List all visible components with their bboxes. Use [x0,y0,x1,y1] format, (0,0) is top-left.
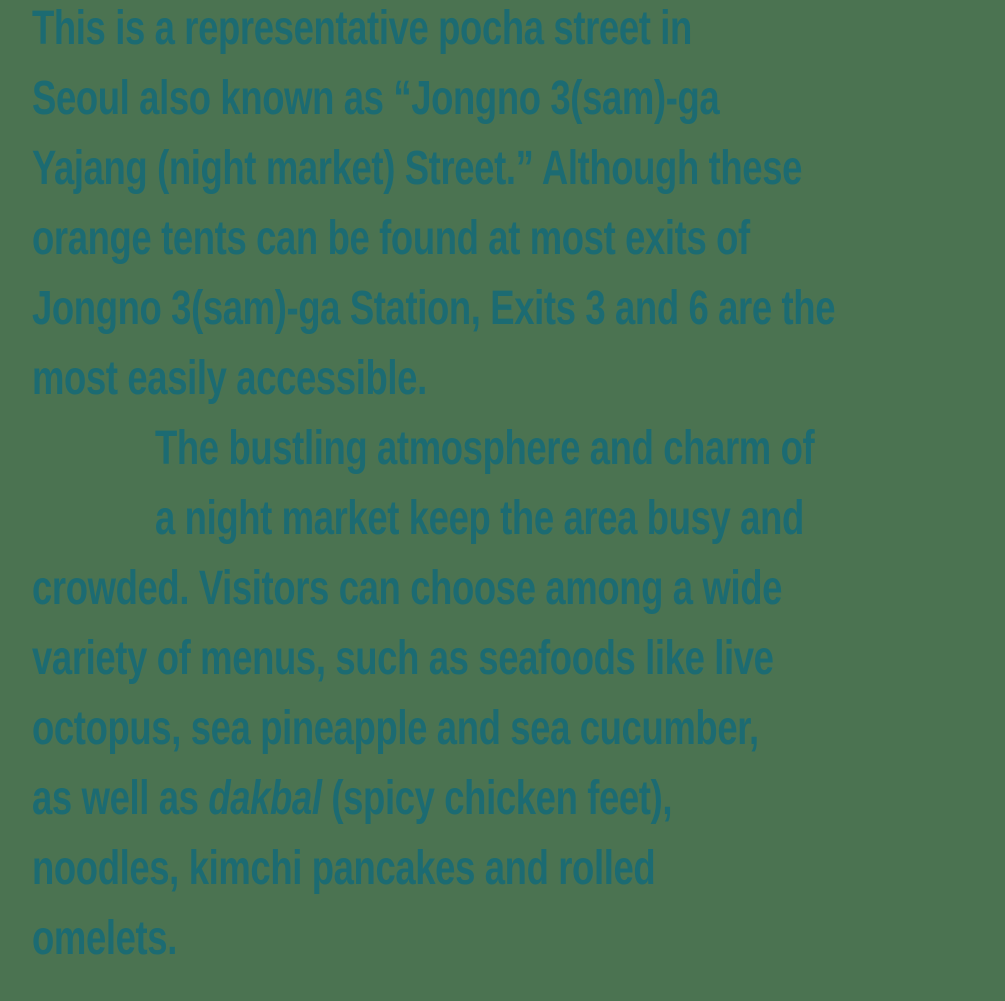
text-line [32,694,771,764]
text-segment: noodles, kimchi pancakes and rolled [32,842,656,895]
text-segment: (spicy chicken feet), [321,772,673,825]
text-segment: variety of menus, such as seafoods like live [32,632,774,685]
text-segment: Jongno 3(sam)-ga Station, Exits 3 and 6 are the [32,282,836,335]
text-segment: Seoul also known as “Jongno 3(sam)-ga [32,72,720,125]
text-segment: omelets. [32,912,177,965]
text-segment: a night market keep the area busy and [155,492,804,545]
text-line [32,764,771,834]
italic-text-segment: dakbal [208,772,322,825]
text-segment: Yajang (night market) Street.” Although these [32,142,803,195]
text-segment: This is a representative pocha street in [32,2,692,55]
text-line [32,64,771,134]
text-line [32,904,771,974]
text-line [155,414,815,484]
text-line [32,554,783,624]
text-segment: octopus, sea pineapple and sea cucumber, [32,702,759,755]
text-segment: as well as [32,772,209,825]
text-line [155,484,804,554]
text-line [32,344,771,414]
text-segment: The bustling atmosphere and charm of [155,422,815,475]
text-segment: most easily accessible. [32,352,427,405]
text-line [32,624,774,694]
text-segment: crowded. Visitors can choose among a wide [32,562,783,615]
text-line [32,0,771,64]
text-line [32,204,771,274]
text-line [32,134,803,204]
text-segment: orange tents can be found at most exits of [32,212,750,265]
text-line [32,274,836,344]
text-line [32,834,771,904]
